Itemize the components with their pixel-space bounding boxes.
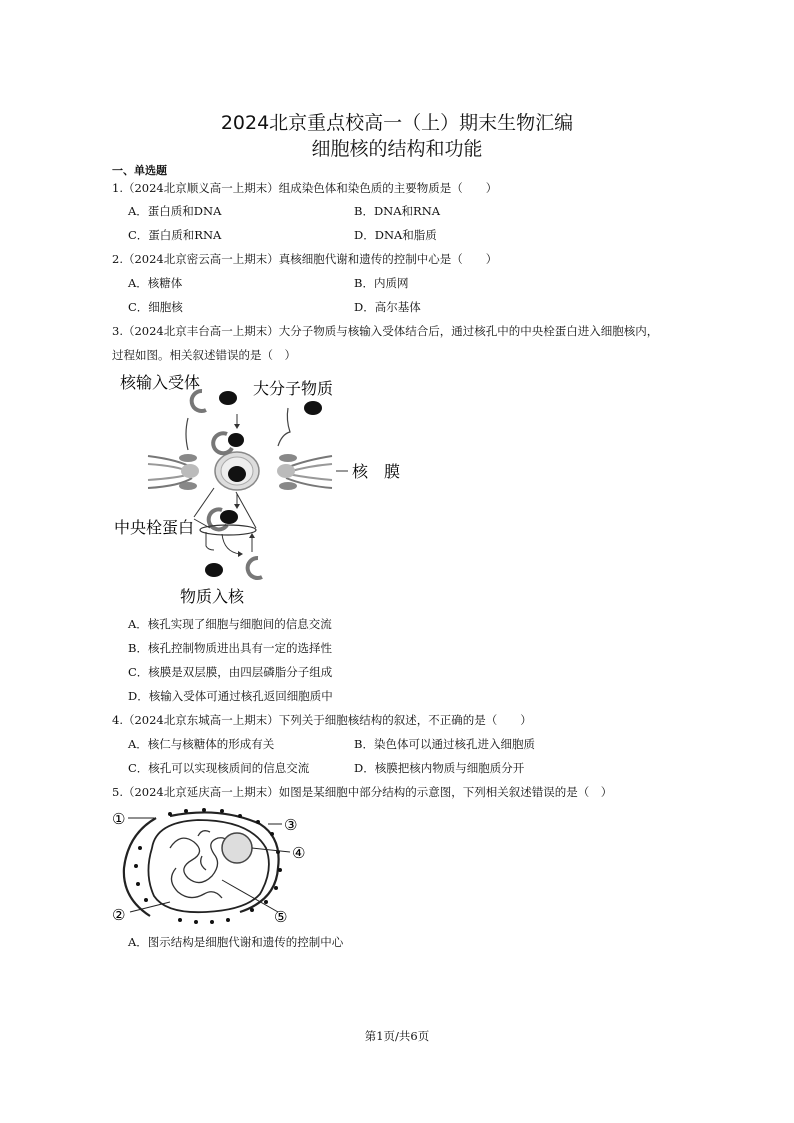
question-3-option-a[interactable]: A．核孔实现了细胞与细胞间的信息交流 [128, 617, 332, 631]
question-3-option-c[interactable]: C．核膜是双层膜，由四层磷脂分子组成 [128, 665, 333, 679]
question-5-stem: 5.（2024北京延庆高一上期末）如图是某细胞中部分结构的示意图，下列相关叙述错误的是（ ） [112, 785, 613, 799]
label-receptor: 核输入受体 [120, 373, 201, 392]
endoplasmic-reticulum [124, 818, 156, 916]
nuclear-pore-figure [110, 368, 410, 608]
question-1-option-c[interactable]: C．蛋白质和RNA [128, 228, 222, 242]
question-4-option-c[interactable]: C．核孔可以实现核质间的信息交流 [128, 761, 310, 775]
question-4-option-d[interactable]: D．核膜把核内物质与细胞质分开 [354, 761, 525, 775]
question-1-option-a[interactable]: A．蛋白质和DNA [128, 204, 222, 218]
question-4-option-a[interactable]: A．核仁与核糖体的形成有关 [128, 737, 275, 751]
question-2-stem: 2.（2024北京密云高一上期末）真核细胞代谢和遗传的控制中心是（ ） [112, 252, 498, 266]
section-heading: 一、单选题 [112, 164, 167, 177]
lower-molecule [220, 510, 238, 524]
question-5-option-a[interactable]: A．图示结构是细胞代谢和遗传的控制中心 [128, 935, 344, 949]
label-3: ③ [284, 816, 298, 834]
chromatin [170, 831, 227, 898]
page-footer: 第1页/共6页 [364, 1029, 430, 1043]
question-2-option-b[interactable]: B．内质网 [354, 276, 409, 290]
question-2-option-d[interactable]: D．高尔基体 [354, 300, 421, 314]
nuclear-membrane-left [148, 454, 199, 490]
nuclear-membrane-right [277, 408, 332, 490]
ribosomes [134, 808, 282, 924]
question-3-stem: 3.（2024北京丰台高一上期末）大分子物质与核输入受体结合后，通过核孔中的中央栓蛋白进入细胞核内， [112, 324, 659, 338]
receptor-shape-top [192, 391, 206, 411]
macromolecule-top [219, 391, 237, 405]
cytoplasmic-filament [186, 418, 188, 450]
question-4-stem: 4.（2024北京东城高一上期末）下列关于细胞核结构的叙述，不正确的是（ ） [112, 713, 532, 727]
question-1-stem: 1.（2024北京顺义高一上期末）组成染色体和染色质的主要物质是（ ） [112, 181, 498, 195]
question-2-option-c[interactable]: C．细胞核 [128, 300, 183, 314]
label-5: ⑤ [274, 908, 288, 926]
question-3-stem-line2: 过程如图。相关叙述错误的是（ ） [112, 348, 296, 362]
label-macromolecule: 大分子物质 [253, 379, 334, 398]
label-1: ① [112, 810, 126, 828]
label-membrane: 核 膜 [352, 462, 401, 481]
nucleus-structure-figure [110, 808, 320, 928]
document-subtitle: 细胞核的结构和功能 [311, 138, 483, 160]
label-4: ④ [292, 844, 306, 862]
nucleolus [222, 833, 252, 863]
question-3-option-b[interactable]: B．核孔控制物质进出具有一定的选择性 [128, 641, 332, 655]
macromolecule-right [304, 401, 322, 415]
nuclear-envelope-inner [148, 820, 268, 912]
released-molecule [205, 563, 223, 577]
question-2-option-a[interactable]: A．核糖体 [128, 276, 183, 290]
complex-molecule [228, 433, 244, 447]
question-1-option-d[interactable]: D．DNA和脂质 [354, 228, 437, 242]
released-receptor [248, 558, 262, 578]
label-entry: 物质入核 [180, 587, 245, 606]
label-2: ② [112, 906, 126, 924]
question-1-option-b[interactable]: B．DNA和RNA [354, 204, 441, 218]
label-plug: 中央栓蛋白 [114, 518, 195, 537]
central-plug [215, 452, 259, 490]
question-3-option-d[interactable]: D．核输入受体可通过核孔返回细胞质中 [128, 689, 333, 703]
document-title: 2024北京重点校高一（上）期末生物汇编 [220, 112, 574, 134]
question-4-option-b[interactable]: B．染色体可以通过核孔进入细胞质 [354, 737, 535, 751]
